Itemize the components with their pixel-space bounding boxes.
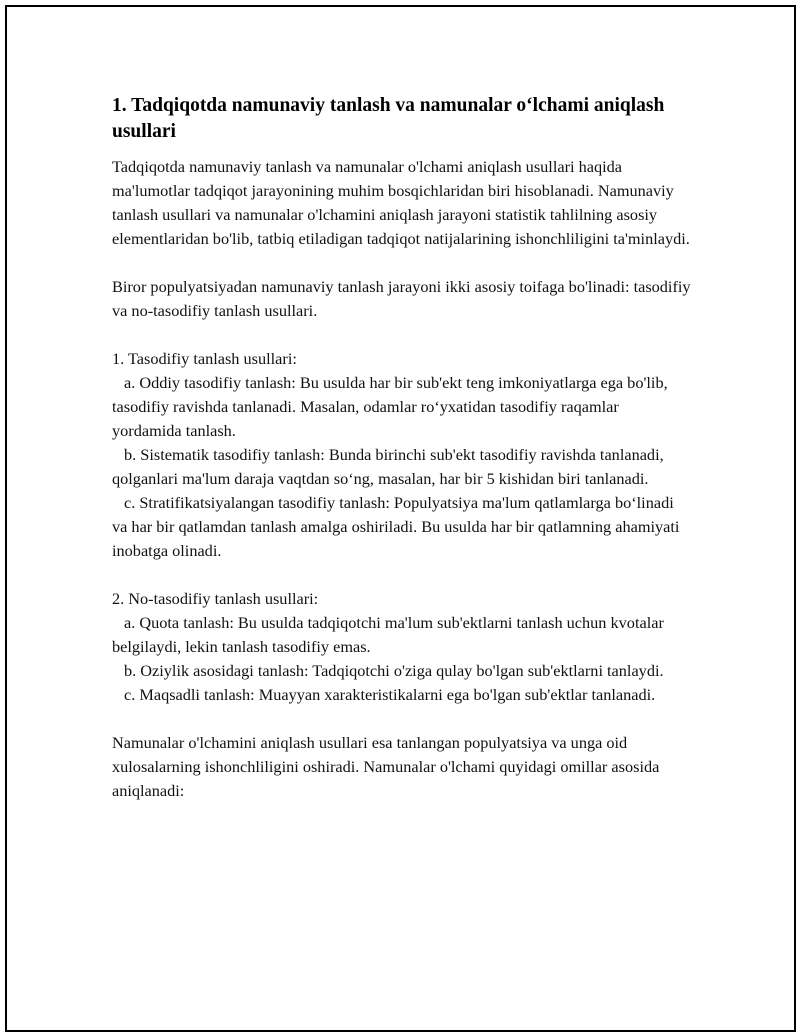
paragraph-gap [112,563,692,587]
categories-paragraph: Biror populyatsiyadan namunaviy tanlash jarayoni ikki asosiy toifaga bo'linadi: tasodifiy va no-tasodifiy tanlash usullari. [112,277,691,320]
section-heading: 2. No-tasodifiy tanlash usullari: [112,589,319,608]
list-item: b. Sistematik tasodifiy tanlash: Bunda birinchi sub'ekt tasodifiy ravishda tanlanadi, qolganlari ma'lum daraja vaqtdan so‘ng, masalan, har bir 5 kishidan biri tanlanadi. [112,445,664,488]
closing-paragraph: Namunalar o'lchamini aniqlash usullari esa tanlangan populyatsiya va unga oid xulosalarning ishonchliligini oshiradi. Namunalar o'lchami quyidagi omillar asosida aniqlanadi: [112,733,660,800]
document-title: 1. Tadqiqotda namunaviy tanlash va namunalar o‘lchami aniqlash usullari [112,95,665,142]
intro-paragraph: Tadqiqotda namunaviy tanlash va namunalar o'lchami aniqlash usullari haqida ma'lumotlar tadqiqot jarayonining muhim bosqichlaridan biri hisoblanadi. Namunaviy tanlash usullari va namunalar o'lchamini aniqlash jarayoni statistik tahlilning asosiy elementlaridan bo'lib, tatbiq etiladigan tadqiqot natijalarining ishonchliligini ta'minlaydi. [112,157,690,248]
section-nonrandom-sampling [112,587,692,707]
paragraph-gap [112,707,692,731]
list-item: b. Oziylik asosidagi tanlash: Tadqiqotchi o'ziga qulay bo'lgan sub'ektlarni tanlaydi. [124,661,664,680]
section-heading: 1. Tasodifiy tanlash usullari: [112,349,297,368]
paragraph-gap [112,251,692,275]
list-item: a. Oddiy tasodifiy tanlash: Bu usulda har bir sub'ekt teng imkoniyatlarga ega bo'lib, tasodifiy ravishda tanlanadi. Masalan, odamlar ro‘yxatidan tasodifiy raqamlar yordamida tanlash. [112,373,668,440]
list-item: c. Stratifikatsiyalangan tasodifiy tanlash: Populyatsiya ma'lum qatlamlarga bo‘linadi va har bir qatlamdan tanlash amalga oshiriladi. Bu usulda har bir qatlamning ahamiyati inobatga olinadi. [112,493,680,560]
list-item: a. Quota tanlash: Bu usulda tadqiqotchi ma'lum sub'ektlarni tanlash uchun kvotalar belgilaydi, lekin tanlash tasodifiy emas. [112,613,664,656]
list-item: c. Maqsadli tanlash: Muayyan xarakteristikalarni ega bo'lgan sub'ektlar tanlanadi. [124,685,656,704]
document-body [112,93,692,803]
paragraph-gap [112,323,692,347]
section-random-sampling [112,347,692,563]
